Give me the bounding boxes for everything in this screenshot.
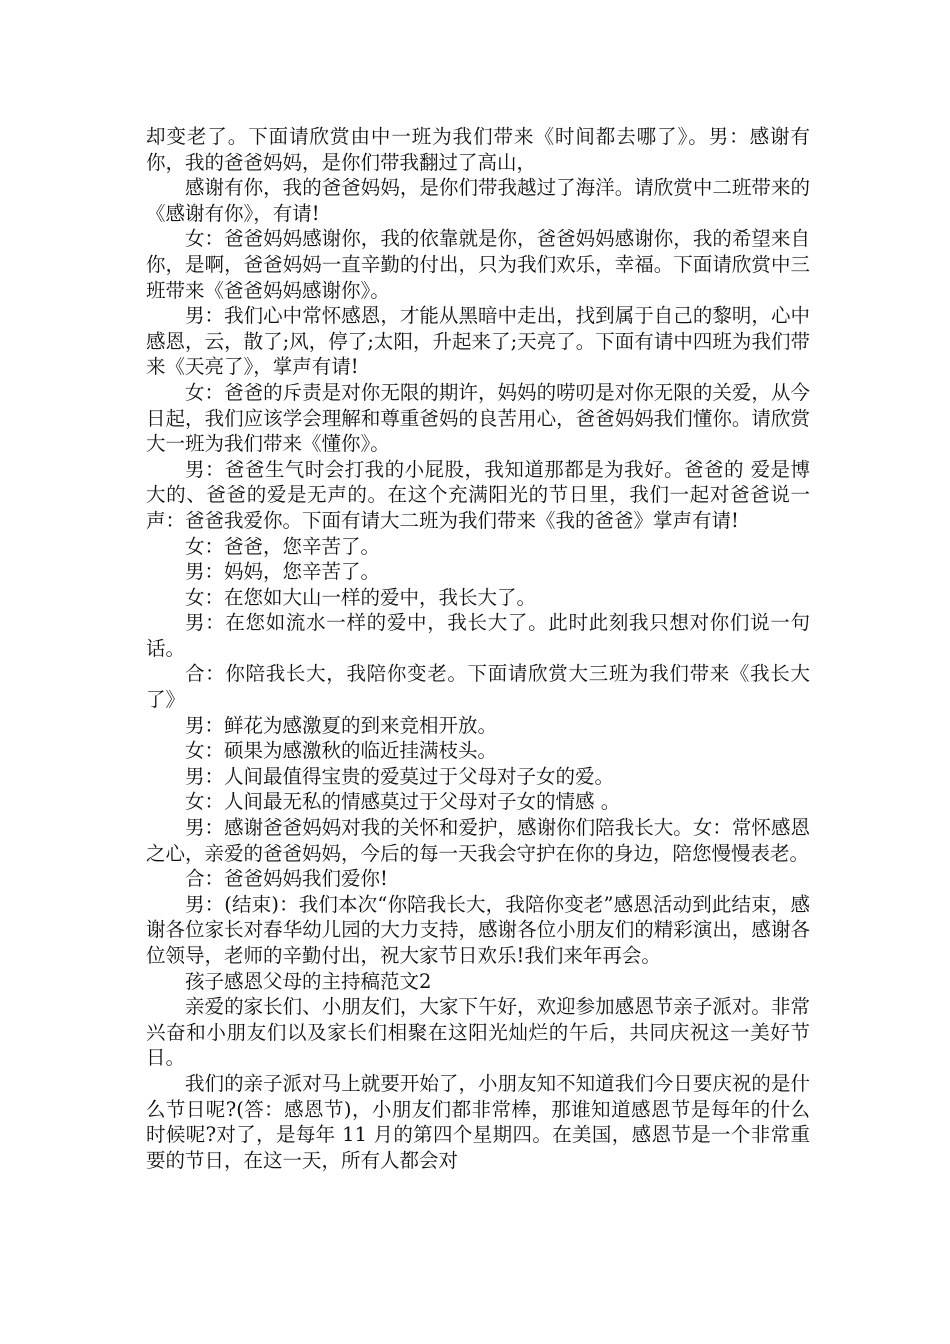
paragraph: 却变老了。下面请欣赏由中一班为我们带来《时间都去哪了》。男：感谢有你，我的爸爸妈妈，是你们带我翻过了高山，	[146, 125, 810, 174]
paragraph: 女：爸爸妈妈感谢你，我的依靠就是你，爸爸妈妈感谢你，我的希望来自你，是啊，爸爸妈妈一直辛勤的付出，只为我们欢乐，幸福。下面请欣赏中三班带来《爸爸妈妈感谢你》。	[146, 227, 810, 302]
paragraph: 男：人间最值得宝贵的爱莫过于父母对子女的爱。	[185, 764, 615, 788]
document-body	[146, 124, 810, 1173]
paragraph: 男：爸爸生气时会打我的小屁股，我知道那都是为我好。爸爸的 爱是博大的、爸爸的爱是无声的。在这个充满阳光的节日里，我们一起对爸爸说一声：爸爸我爱你。下面有请大二班为我们带来《我的爸爸》掌声有请!	[146, 457, 810, 532]
paragraph: 感谢有你，我的爸爸妈妈，是你们带我越过了海洋。请欣赏中二班带来的《感谢有你》，有请!	[146, 176, 810, 225]
paragraph: 男：我们心中常怀感恩，才能从黑暗中走出，找到属于自己的黎明，心中感恩，云，散了;风，停了;太阳，升起来了;天亮了。下面有请中四班为我们带来《天亮了》，掌声有请!	[146, 304, 810, 379]
paragraph: 女：在您如大山一样的爱中，我长大了。	[185, 585, 537, 609]
paragraph: 女：爸爸，您辛苦了。	[185, 534, 381, 558]
section-heading: 孩子感恩父母的主持稿范文2	[185, 969, 432, 993]
paragraph: 亲爱的家长们、小朋友们，大家下午好，欢迎参加感恩节亲子派对。非常兴奋和小朋友们以及家长们相聚在这阳光灿烂的午后，共同庆祝这一美好节日。	[146, 995, 810, 1070]
paragraph: 合：爸爸妈妈我们爱你!	[185, 867, 388, 891]
paragraph: 男：鲜花为感激夏的到来竞相开放。	[185, 713, 498, 737]
paragraph: 女：爸爸的斥责是对你无限的期许，妈妈的唠叨是对你无限的关爱，从今日起，我们应该学会理解和尊重爸妈的良苦用心，爸爸妈妈我们懂你。请欣赏大一班为我们带来《懂你》。	[146, 380, 810, 456]
paragraph: 女：人间最无私的情感莫过于父母对子女的情感 。	[185, 790, 621, 814]
paragraph: 男：妈妈，您辛苦了。	[185, 560, 381, 584]
paragraph: 我们的亲子派对马上就要开始了，小朋友知不知道我们今日要庆祝的是什么节日呢?(答：感恩节)，小朋友们都非常棒，那谁知道感恩节是每年的什么时候呢?对了，是每年 11 月的第四个星期四。在美国，感恩节是一个非常重要的节日，在这一天，所有人都会对	[146, 1071, 810, 1172]
paragraph: 女：硕果为感激秋的临近挂满枝头。	[185, 739, 498, 763]
paragraph: 男：在您如流水一样的爱中，我长大了。此时此刻我只想对你们说一句话。	[146, 611, 810, 660]
paragraph: 合：你陪我长大，我陪你变老。下面请欣赏大三班为我们带来《我长大了》	[146, 662, 810, 712]
paragraph: 男：(结束)：我们本次“你陪我长大，我陪你变老”感恩活动到此结束，感谢各位家长对春华幼儿园的大力支持，感谢各位小朋友们的精彩演出，感谢各位领导，老师的辛勤付出，祝大家节日欢乐!我们来年再会。	[146, 892, 810, 967]
paragraph: 男：感谢爸爸妈妈对我的关怀和爱护，感谢你们陪我长大。女：常怀感恩之心，亲爱的爸爸妈妈，今后的每一天我会守护在你的身边，陪您慢慢表老。	[146, 816, 810, 865]
